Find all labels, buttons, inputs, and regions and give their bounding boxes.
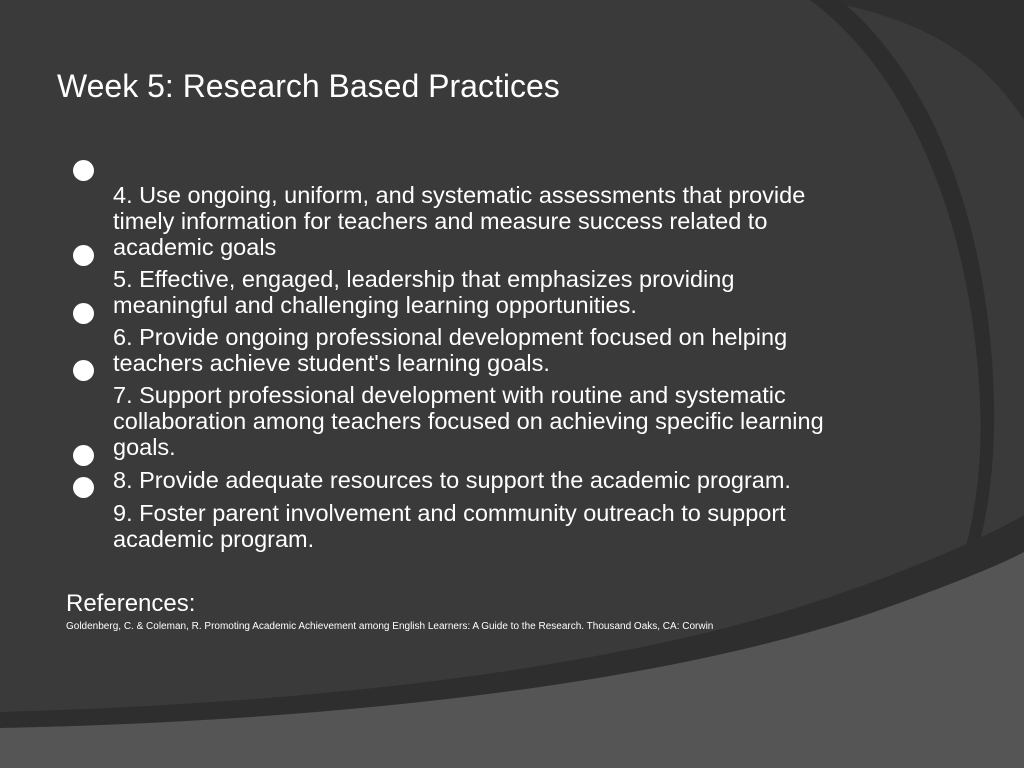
- bullet-dot: [73, 160, 94, 181]
- list-item-line: academic program.: [113, 526, 315, 552]
- bullet-dot: [73, 477, 94, 498]
- list-item-line: 4. Use ongoing, uniform, and systematic assessments that provide: [113, 182, 806, 208]
- list-item-line: timely information for teachers and measure success related to: [113, 208, 768, 234]
- list-item: [113, 467, 943, 493]
- list-item: [113, 182, 943, 260]
- list-item: [113, 500, 943, 552]
- list-item-line: academic goals: [113, 234, 277, 260]
- slide-title: Week 5: Research Based Practices: [57, 68, 560, 104]
- bullet-dot: [73, 445, 94, 466]
- list-item-line: 6. Provide ongoing professional development focused on helping: [113, 324, 788, 350]
- bullet-dot: [73, 360, 94, 381]
- list-item-line: 8. Provide adequate resources to support the academic program.: [113, 467, 791, 493]
- bullet-dot: [73, 303, 94, 324]
- reference-entry: Goldenberg, C. & Coleman, R. Promoting Academic Achievement among English Learners: A Guide to the Research. Thousand Oaks, CA: Corwin: [66, 621, 714, 632]
- list-item-line: 7. Support professional development with routine and systematic: [113, 382, 786, 408]
- list-item: [113, 324, 943, 376]
- references-heading: References:: [66, 590, 196, 617]
- list-item-line: teachers achieve student's learning goals.: [113, 350, 550, 376]
- list-item-line: 9. Foster parent involvement and community outreach to support: [113, 500, 786, 526]
- list-item-line: 5. Effective, engaged, leadership that emphasizes providing: [113, 266, 735, 292]
- list-item-line: goals.: [113, 434, 176, 460]
- list-item: [113, 382, 943, 460]
- list-item-line: meaningful and challenging learning opportunities.: [113, 292, 637, 318]
- list-item: [113, 266, 943, 318]
- bullet-dot: [73, 245, 94, 266]
- list-item-line: collaboration among teachers focused on achieving specific learning: [113, 408, 824, 434]
